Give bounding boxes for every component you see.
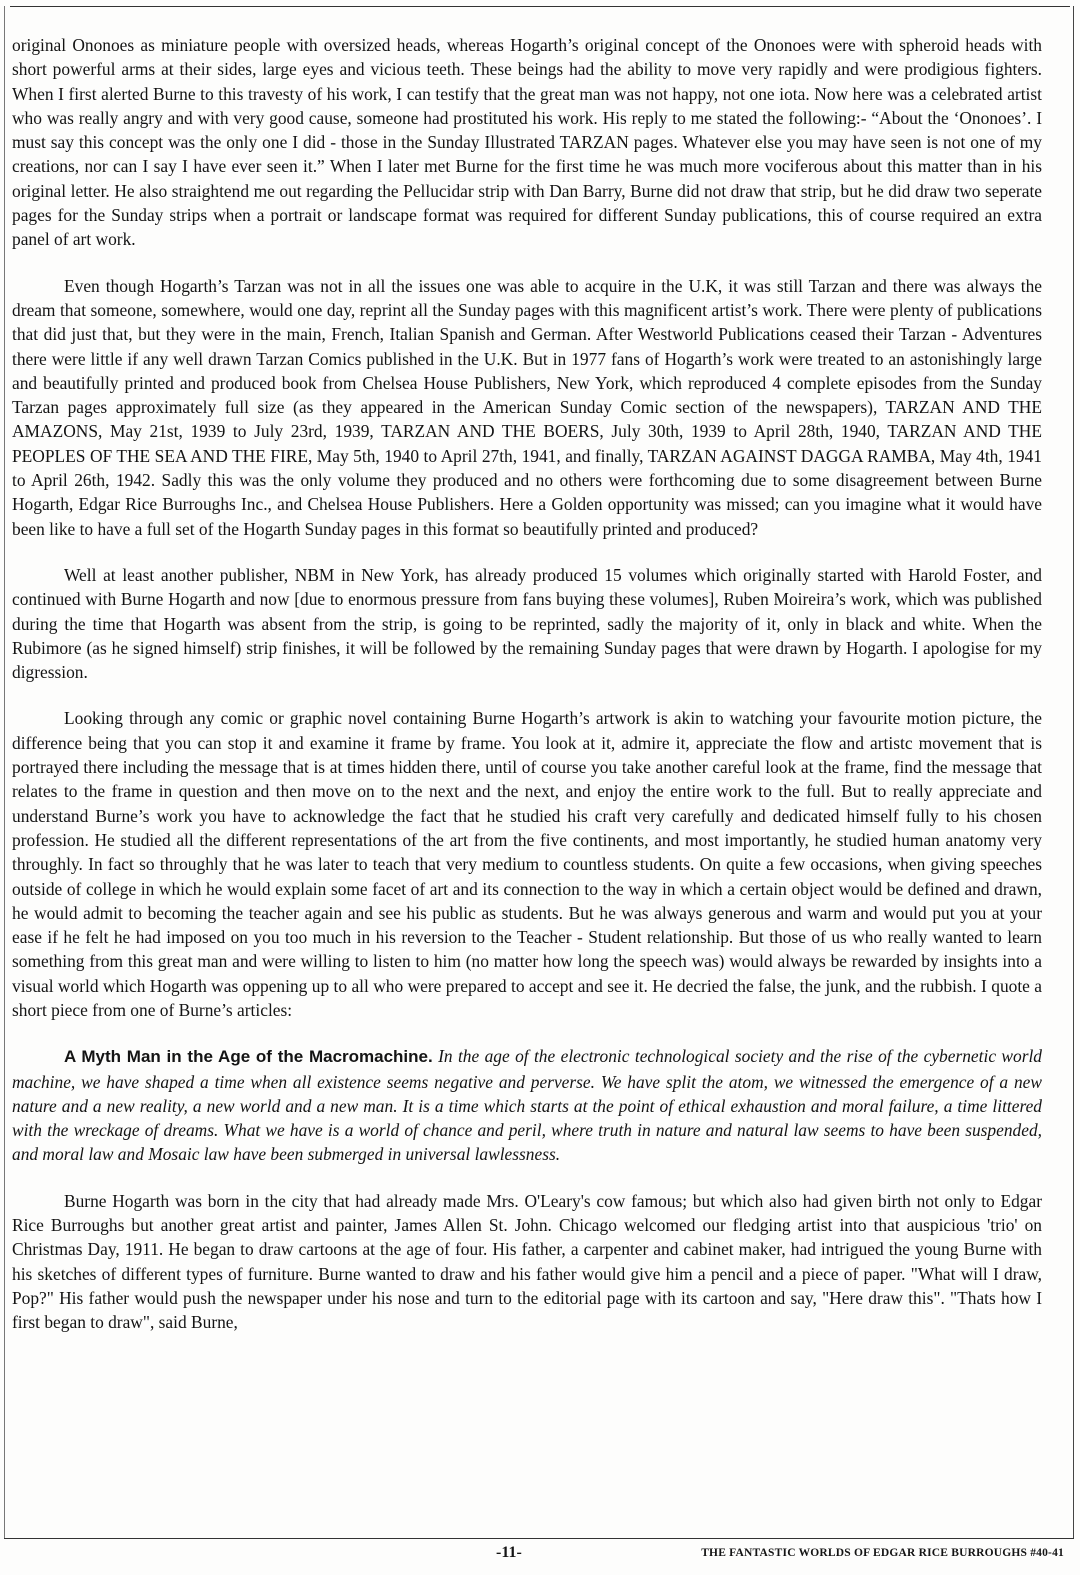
quote-block [12, 1044, 1042, 1166]
paragraph-chelsea-house: Even though Hogarth’s Tarzan was not in all the issues one was able to acquire in the U.K, it was still Tarzan and there was always the dream that someone, somewhere, would one day, reprint all the Sunday pages with this magnificent artist’s work. There were plenty of publications that did just that, but they were in the main, French, Italian Spanish and German. After Westworld Publications ceased their Tarzan - Adventures there were little if any well drawn Tarzan Comics published in the U.K. But in 1977 fans of Hogarth’s work were treated to an astonishingly large and beautifully printed and produced book from Chelsea House Publishers, New York, which reproduced 4 complete episodes from the Sunday Tarzan pages approximately full size (as they appeared in the American Sunday Comic section of the newspapers), TARZAN AND THE AMAZONS, May 21st, 1939 to July 23rd, 1939, TARZAN AND THE BOERS, July 30th, 1939 to April 28th, 1940, TARZAN AND THE PEOPLES OF THE SEA AND THE FIRE, May 5th, 1940 to April 27th, 1941, and finally, TARZAN AGAINST DAGGA RAMBA, May 4th, 1941 to April 26th, 1942. Sadly this was the only volume they produced and no others were forthcoming due to some disagreement between Burne Hogarth, Edgar Rice Burroughs Inc., and Chelsea House Publishers. Here a Golden opportunity was missed; can you imagine what it would have been like to have a full set of the Hogarth Sunday pages in this format so beautifully printed and produced? [12, 275, 1042, 539]
page-border-bottom [4, 1538, 1074, 1539]
running-title: THE FANTASTIC WORLDS OF EDGAR RICE BURROUGHS #40-41 [701, 1547, 1064, 1559]
page-number: -11- [496, 1544, 522, 1561]
article-body [12, 33, 1042, 1335]
paragraph-artwork: Looking through any comic or graphic novel containing Burne Hogarth’s artwork is akin to watching your favourite motion picture, the difference being that you can stop it and examine it frame by frame. You look at it, admire it, appreciate the flow and artistc movement that is portrayed there including the message that is at times hidden there, until of course you take another careful look at the frame, find the message that relates to the frame in question and then move on to the next and the next, and enjoy the entire work to the full. But to really appreciate and understand Burne’s work you have to acknowledge the fact that he studied his craft very carefully and dedicated himself fully to his chosen profession. He studied all the different representations of the art from the five continents, and most importantly, he studied human anatomy very throughly. In fact so throughly that he was later to teach that very medium to countless students. On quite a few occasions, when giving speeches outside of college in which he would explain some facet of art and its connection to the way in which a certain object would be defined and drawn, he would admit to becoming the teacher again and see his public as students. But he was always generous and warm and would put you at your ease if he felt he had imposed on you too much in his reversion to the Teacher - Student relationship. But those of us who really wanted to learn something from this great man and were willing to listen to him (no matter how long the speech was) would always be rewarded by insights into a visual world which Hogarth was oppening up to all who were prepared to accept and see it. He decried the false, the junk, and the rubbish. I quote a short piece from one of Burne’s articles: [12, 708, 1042, 1020]
quote-title: A Myth Man in the Age of the Macromachine. [64, 1047, 433, 1067]
page-border-top [10, 6, 1070, 7]
quote-body: In the age of the electronic technological society and the rise of the cybernetic world machine, we have shaped a time when all existence seems negative and perverse. We have split the atom, we witnessed the emergence of a new nature and a new reality, a new world and a new man. It is a time which starts at the point of ethical exhaustion and moral failure, a time littered with the wreckage of dreams. What we have is a world of chance and peril, where truth in nature and natural law seems to have been suspended, and moral law and Mosaic law have been submerged in universal lawlessness. [12, 1046, 1042, 1165]
paragraph-nbm: Well at least another publisher, NBM in New York, has already produced 15 volumes which originally started with Harold Foster, and continued with Burne Hogarth and now [due to enormous pressure from fans buying these volumes], Ruben Moireira’s work, which was published during the time that Hogarth was absent from the strip, is going to be reprinted, sadly the majority of it, only in black and white. When the Rubimore (as he signed himself) strip finishes, it will be followed by the remaining Sunday pages that were drawn by Hogarth. I apologise for my digression. [12, 564, 1042, 683]
page-border-right [1073, 6, 1074, 1539]
page-footer [0, 1544, 1080, 1568]
page-border-left [4, 6, 5, 1539]
paragraph-biography: Burne Hogarth was born in the city that had already made Mrs. O'Leary's cow famous; but which also had given birth not only to Edgar Rice Burroughs but another great artist and painter, James Allen St. John. Chicago welcomed our fledging artist into that auspicious 'trio' on Christmas Day, 1911. He began to draw cartoons at the age of four. His father, a carpenter and cabinet maker, had intrigued the young Burne with his sketches of different types of furniture. Burne wanted to draw and his father would give him a pencil and a piece of paper. "What will I draw, Pop?" His father would push the newspaper under his nose and turn to the editorial page with its cartoon and say, "Here draw this". "Thats how I first began to draw", said Burne, [12, 1190, 1042, 1333]
paragraph-ononoes: original Ononoes as miniature people with oversized heads, whereas Hogarth’s original concept of the Ononoes were with spheroid heads with short powerful arms at their sides, large eyes and vicious teeth. These beings had the ability to move very rapidly and were prodigious fighters. When I first alerted Burne to this travesty of his work, I can testify that the great man was not happy, not one iota. Now here was a celebrated artist who was really angry and with very good cause, someone had prostituted his work. His reply to me stated the following:- “About the ‘Ononoes’. I must say this concept was the only one I did - those in the Sunday Illustrated TARZAN pages. Whatever else you may have seen is not one of my creations, nor can I say I have ever seen it.” When I later met Burne for the first time he was much more vociferous about this matter than in his original letter. He also straightend me out regarding the Pellucidar strip with Dan Barry, Burne did not draw that strip, but he did draw two seperate pages for the Sunday strips when a portrait or landscape format was required for different Sunday publications, this of course required an extra panel of art work. [12, 35, 1042, 250]
